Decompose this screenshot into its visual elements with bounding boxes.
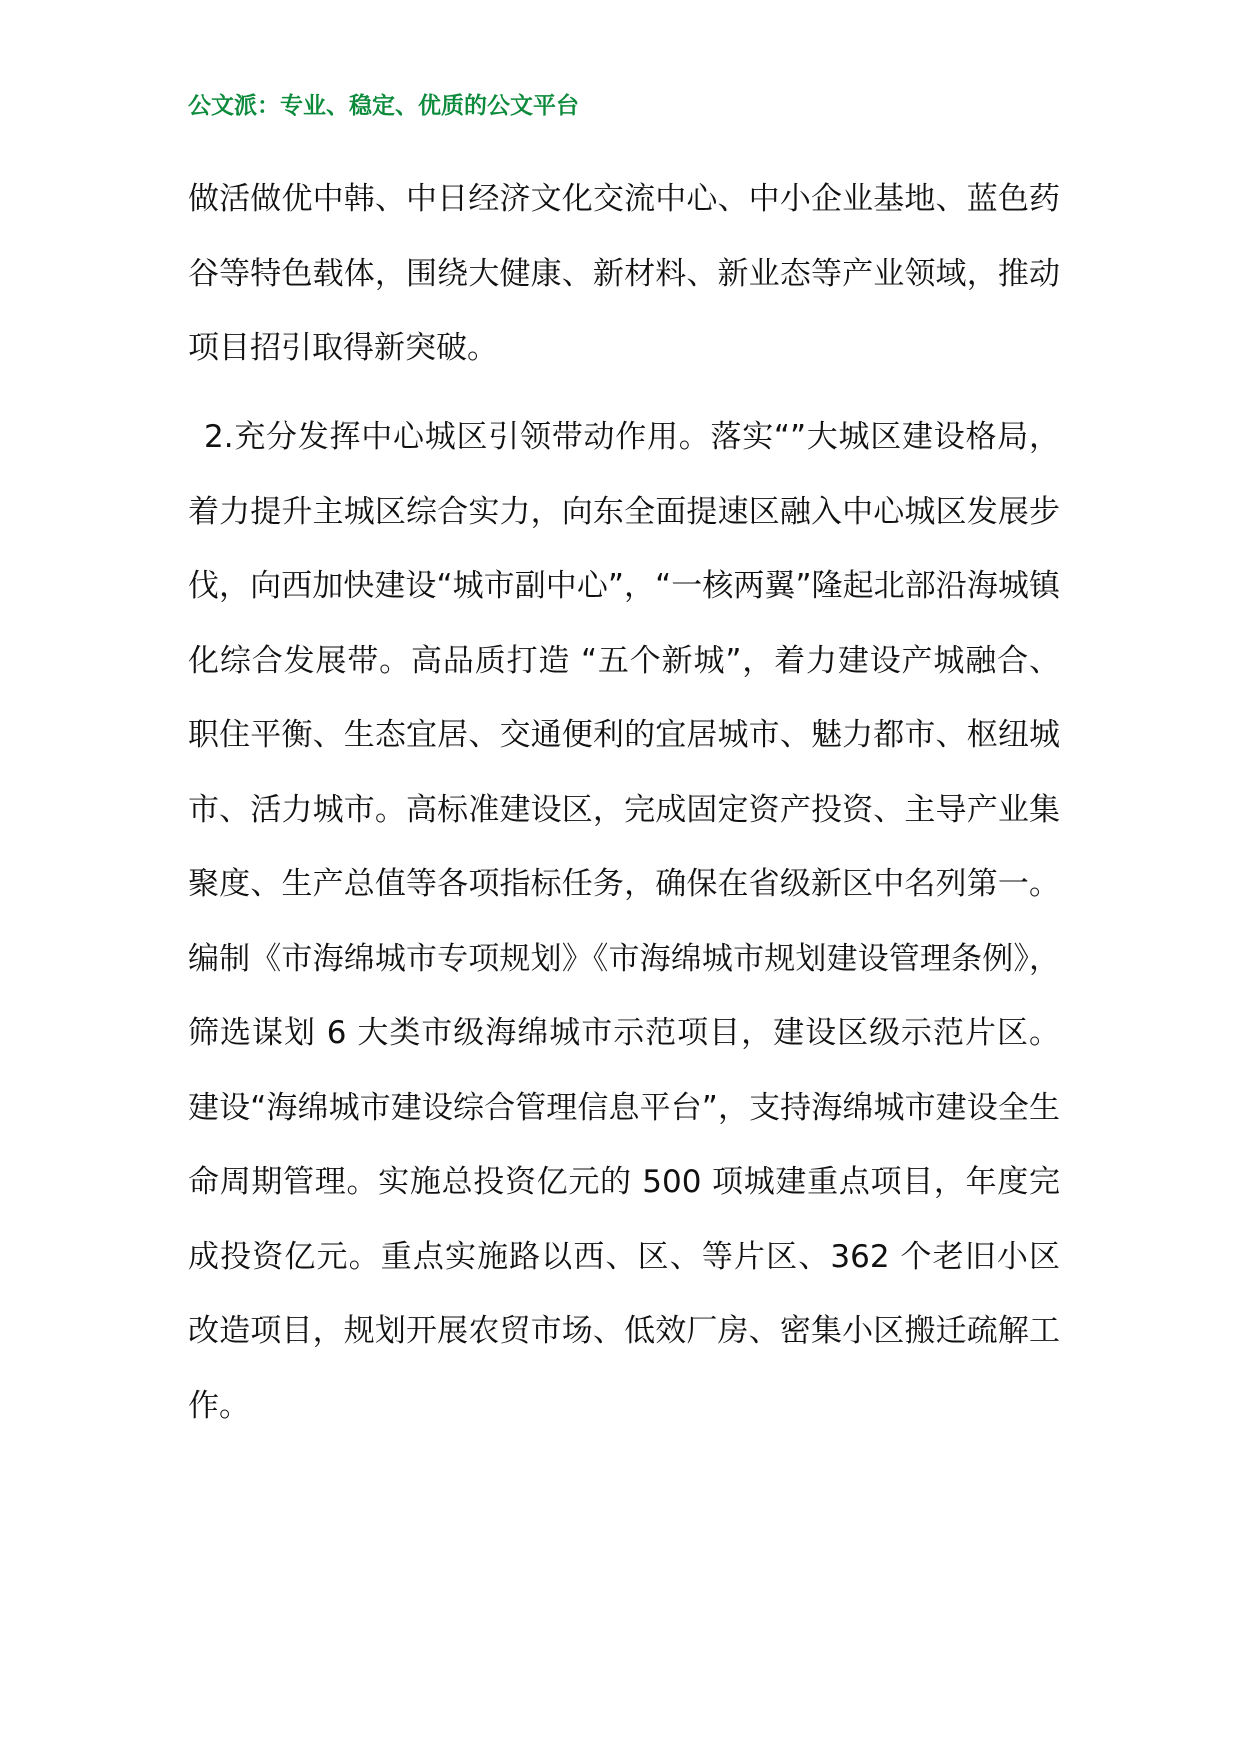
paragraph-1: 做活做优中韩、中日经济文化交流中心、中小企业基地、蓝色药谷等特色载体，围绕大健康、新材料、新业态等产业领域，推动项目招引取得新突破。 <box>188 181 1060 366</box>
page-header-brand: 公文派：专业、稳定、优质的公文平台 <box>188 93 579 119</box>
paragraph-2: 2.充分发挥中心城区引领带动作用。落实“”大城区建设格局，着力提升主城区综合实力，向东全面提速区融入中心城区发展步伐，向西加快建设“城市副中心”，“一核两翼”隆起北部沿海城镇化综合发展带。高品质打造 “五个新城”，着力建设产城融合、职住平衡、生态宜居、交通便利的宜居城市、魅力都市、枢纽城市、活力城市。高标准建设区，完成固定资产投资、主导产业集聚度、生产总值等各项指标任务，确保在省级新区中名列第一。编制《市海绵城市专项规划》《市海绵城市规划建设管理条例》，筛选谋划 6 大类市级海绵城市示范项目，建设区级示范片区。建设“海绵城市建设综合管理信息平台”，支持海绵城市建设全生命周期管理。实施总投资亿元的 500 项城建重点项目，年度完成投资亿元。重点实施路以西、区、等片区、362 个老旧小区改造项目，规划开展农贸市场、低效厂房、密集小区搬迁疏解工作。 <box>188 419 1060 1424</box>
